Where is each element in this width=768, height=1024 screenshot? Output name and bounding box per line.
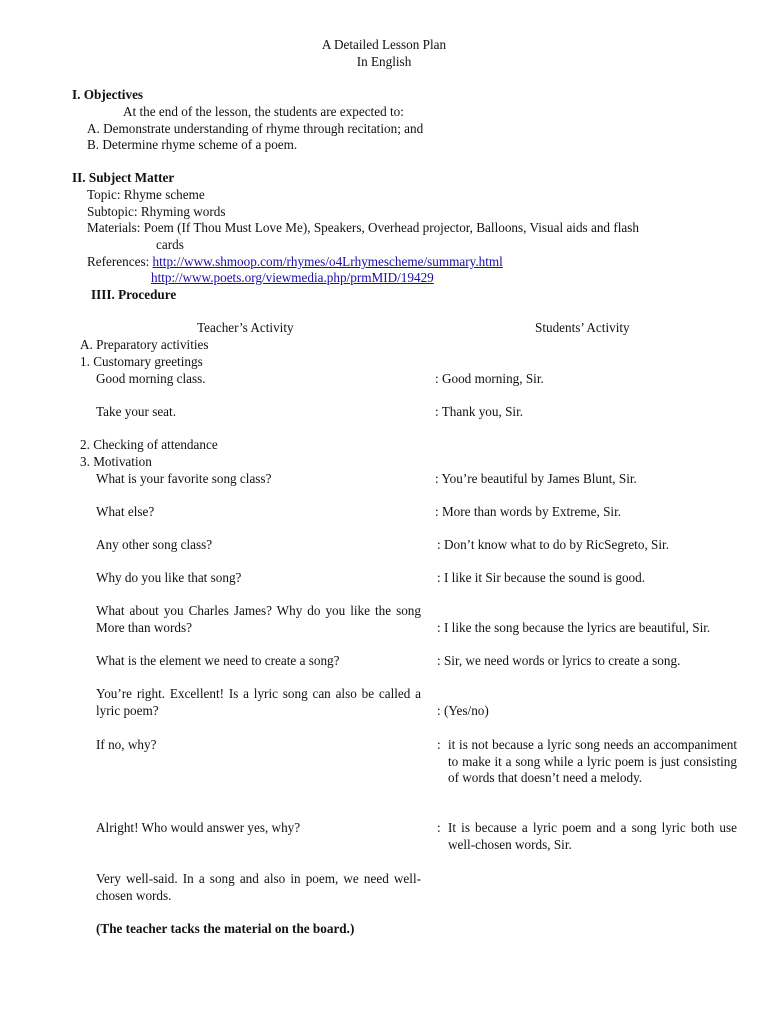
section-checking-attendance: 2. Checking of attendance [80,437,218,452]
student-line: : More than words by Extreme, Sir. [435,504,622,519]
procedure-heading: IIII. Procedure [91,287,177,302]
student-line: : I like it Sir because the sound is good. [437,570,646,585]
teacher-line: If no, why? [96,737,157,752]
student-line: : I like the song because the lyrics are beautiful, Sir. [437,620,711,635]
materials-poem: Poem (If Thou Must Love Me) [143,220,308,235]
subject-matter-heading: II. Subject Matter [72,170,175,185]
objective-item: A. Demonstrate understanding of rhyme through recitation; and [87,121,424,136]
section-customary-greetings: 1. Customary greetings [80,354,203,369]
student-line: : (Yes/no) [437,703,489,718]
subtopic-line: Subtopic: Rhyming words [87,204,226,219]
teacher-activity-header: Teacher’s Activity [197,320,294,335]
reference-link[interactable]: http://www.poets.org/viewmedia.php/prmMID/19429 [151,270,434,285]
teacher-closing-line: Very well-said. In a song and also in poem, we need well-chosen words. [96,871,421,903]
objectives-intro: At the end of the lesson, the students are expected to: [123,104,404,119]
student-colon: : [437,820,441,835]
preparatory-heading: A. Preparatory activities [80,337,209,352]
document-subtitle: In English [356,54,412,69]
teacher-line: Why do you like that song? [96,570,242,585]
teacher-line: Good morning class. [96,371,206,386]
teacher-line: What is your favorite song class? [96,471,272,486]
teacher-line: You’re right. Excellent! Is a lyric song can also be called a lyric poem? [96,686,421,718]
references-line [87,254,503,271]
teacher-line: What is the element we need to create a song? [96,653,340,668]
materials-line [87,220,639,237]
student-line: : Don’t know what to do by RicSegreto, Sir. [437,537,669,552]
teacher-line: Any other song class? [96,537,213,552]
document-title: A Detailed Lesson Plan [321,37,447,52]
student-line: It is because a lyric poem and a song lyric both use well-chosen words, Sir. [448,820,737,852]
teacher-line: What else? [96,504,155,519]
student-line: : Thank you, Sir. [435,404,524,419]
teacher-line: Alright! Who would answer yes, why? [96,820,301,835]
references-label: References: [87,254,153,269]
student-line: it is not because a lyric song needs an accompaniment to make it a song while a lyric poem is just consisting of words that doesn’t need a melody. [448,737,737,785]
materials-list: , Speakers, Overhead projector, Balloons, Visual aids and flash [307,220,639,235]
materials-continuation: cards [156,237,184,252]
student-line: : Good morning, Sir. [435,371,544,386]
students-activity-header: Students’ Activity [535,320,630,335]
reference-link[interactable]: http://www.shmoop.com/rhymes/o4Lrhymescheme/summary.html [152,254,503,269]
objectives-heading: I. Objectives [72,87,144,102]
stage-direction: (The teacher tacks the material on the board.) [96,921,355,936]
teacher-line: Take your seat. [96,404,176,419]
topic-line: Topic: Rhyme scheme [87,187,205,202]
teacher-line: What about you Charles James? Why do you like the song More than words? [96,603,421,635]
materials-label: Materials: [87,220,144,235]
student-colon: : [437,737,441,752]
section-motivation: 3. Motivation [80,454,152,469]
student-line: : Sir, we need words or lyrics to create a song. [437,653,681,668]
objective-item: B. Determine rhyme scheme of a poem. [87,137,298,152]
student-line: : You’re beautiful by James Blunt, Sir. [435,471,637,486]
